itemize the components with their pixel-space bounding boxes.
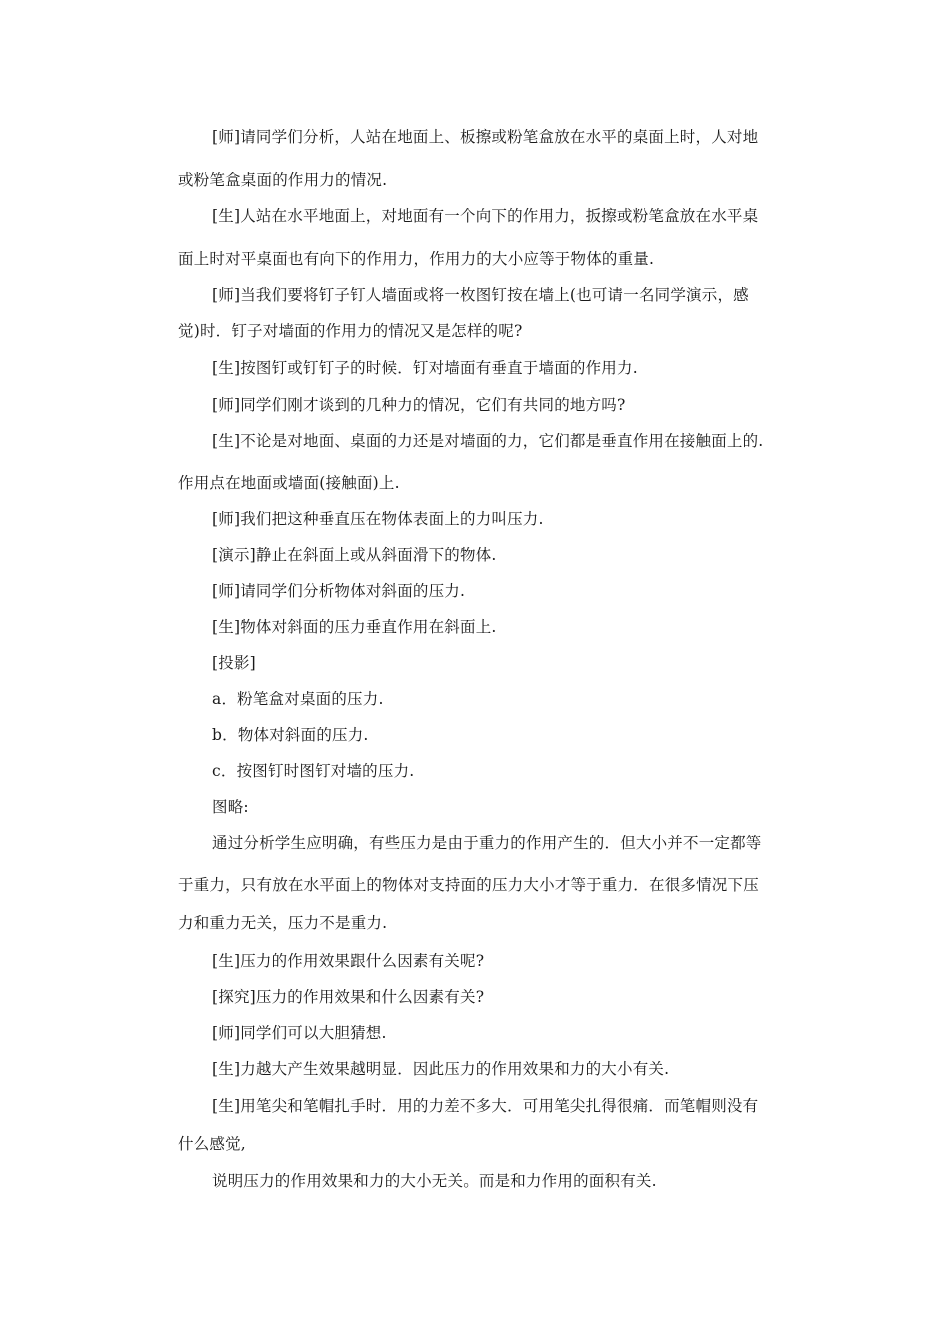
text-line: 作用点在地面或墙面(接触面)上. bbox=[178, 474, 400, 492]
text-line: 说明压力的作用效果和力的大小无关。而是和力作用的面积有关. bbox=[212, 1172, 657, 1190]
text-line: [生]用笔尖和笔帽扎手时．用的力差不多大．可用笔尖扎得很痛．而笔帽则没有 bbox=[212, 1097, 759, 1115]
text-line: 或粉笔盒桌面的作用力的情况. bbox=[178, 171, 388, 189]
text-line: [师]我们把这种垂直压在物体表面上的力叫压力. bbox=[212, 510, 544, 528]
text-line: 图略: bbox=[212, 798, 249, 816]
text-line: [生]不论是对地面、桌面的力还是对墙面的力，它们都是垂直作用在接触面上的. bbox=[212, 432, 764, 450]
text-line: 于重力，只有放在水平面上的物体对支持面的压力大小才等于重力．在很多情况下压 bbox=[178, 876, 759, 894]
text-line: [师]请同学们分析物体对斜面的压力. bbox=[212, 582, 466, 600]
text-line: [探究]压力的作用效果和什么因素有关? bbox=[212, 988, 485, 1006]
text-line: [生]压力的作用效果跟什么因素有关呢? bbox=[212, 952, 485, 970]
text-line: b．物体对斜面的压力. bbox=[212, 726, 369, 744]
text-line: [师]请同学们分析，人站在地面上、板擦或粉笔盒放在水平的桌面上时，人对地 bbox=[212, 128, 759, 146]
text-line: 面上时对平桌面也有向下的作用力，作用力的大小应等于物体的重量. bbox=[178, 250, 655, 268]
text-line: 力和重力无关，压力不是重力. bbox=[178, 914, 388, 932]
text-line: [生]物体对斜面的压力垂直作用在斜面上. bbox=[212, 618, 497, 636]
text-line: [投影] bbox=[212, 654, 256, 672]
text-line: [生]人站在水平地面上，对地面有一个向下的作用力，扳擦或粉笔盒放在水平桌 bbox=[212, 207, 759, 225]
text-line: c．按图钉时图钉对墙的压力. bbox=[212, 762, 415, 780]
text-line: [生]力越大产生效果越明显．因此压力的作用效果和力的大小有关. bbox=[212, 1060, 670, 1078]
text-line: [师]同学们可以大胆猜想. bbox=[212, 1024, 387, 1042]
text-line: [师]同学们刚才谈到的几种力的情况，它们有共同的地方吗? bbox=[212, 396, 626, 414]
text-line: 觉)时．钉子对墙面的作用力的情况又是怎样的呢? bbox=[178, 322, 523, 340]
text-line: 什么感觉, bbox=[178, 1135, 246, 1153]
text-line: [演示]静止在斜面上或从斜面滑下的物体. bbox=[212, 546, 497, 564]
text-line: 通过分析学生应明确，有些压力是由于重力的作用产生的．但大小并不一定都等 bbox=[212, 834, 762, 852]
text-line: [生]按图钉或钉钉子的时候．钉对墙面有垂直于墙面的作用力. bbox=[212, 359, 638, 377]
text-line: a．粉笔盒对桌面的压力. bbox=[212, 690, 384, 708]
text-line: [师]当我们要将钉子钉人墙面或将一枚图钉按在墙上(也可请一名同学演示，感 bbox=[212, 286, 749, 304]
